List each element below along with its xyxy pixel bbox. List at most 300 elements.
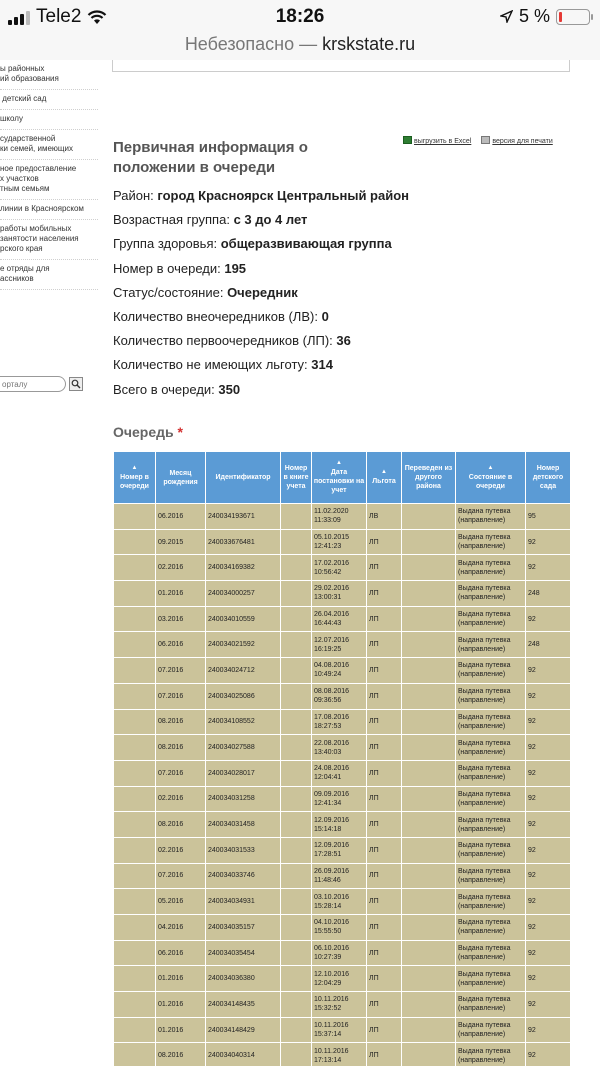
table-cell [114, 504, 156, 530]
table-cell: ЛП [367, 606, 402, 632]
table-cell [114, 658, 156, 684]
table-cell: 92 [526, 837, 571, 863]
table-cell: 92 [526, 915, 571, 941]
table-cell: 08.2016 [156, 812, 206, 838]
table-cell: ЛП [367, 889, 402, 915]
info-label: Количество первоочередников (ЛП): [113, 333, 337, 349]
table-cell: ЛП [367, 812, 402, 838]
info-line [113, 281, 409, 305]
table-cell: ЛП [367, 1017, 402, 1043]
table-row [114, 915, 571, 941]
table-cell: 92 [526, 812, 571, 838]
sidebar-item[interactable]: е отряды для ассников [0, 260, 98, 290]
table-cell: ЛП [367, 555, 402, 581]
column-header-label: Идентификатор [215, 474, 271, 481]
table-cell: 92 [526, 992, 571, 1018]
column-header [402, 452, 456, 504]
table-row [114, 581, 571, 607]
table-cell [402, 709, 456, 735]
sidebar [0, 60, 98, 420]
url-separator: — [294, 34, 323, 54]
table-header-row [114, 452, 571, 504]
info-line [113, 329, 409, 353]
table-cell: 08.2016 [156, 709, 206, 735]
sort-arrow-icon[interactable]: ▲ [487, 464, 494, 471]
table-cell: 17.08.2016 18:27:53 [312, 709, 367, 735]
status-bar [0, 0, 600, 34]
table-cell: 240034148435 [206, 992, 281, 1018]
table-row [114, 555, 571, 581]
table-row [114, 632, 571, 658]
table-cell [114, 863, 156, 889]
column-header-label: Номер в книге учета [283, 465, 309, 490]
table-cell: Выдана путевка (направление) [456, 966, 526, 992]
table-cell: 03.10.2016 15:28:14 [312, 889, 367, 915]
print-version-link[interactable] [481, 136, 552, 145]
table-cell: 04.10.2016 15:55:50 [312, 915, 367, 941]
table-cell [114, 992, 156, 1018]
excel-icon [403, 136, 412, 144]
table-cell [402, 992, 456, 1018]
table-cell [281, 529, 312, 555]
table-cell: 240034031458 [206, 812, 281, 838]
table-cell [402, 940, 456, 966]
table-cell: 92 [526, 709, 571, 735]
table-cell: 92 [526, 735, 571, 761]
table-cell: ЛП [367, 658, 402, 684]
table-cell [114, 837, 156, 863]
info-value: 314 [311, 357, 333, 373]
table-cell [114, 966, 156, 992]
table-cell [281, 966, 312, 992]
table-cell [114, 940, 156, 966]
table-row [114, 658, 571, 684]
table-cell [114, 529, 156, 555]
table-cell [114, 1043, 156, 1066]
table-row [114, 812, 571, 838]
table-cell: 12.09.2016 15:14:18 [312, 812, 367, 838]
table-cell [402, 837, 456, 863]
column-header [526, 452, 571, 504]
column-header[interactable] [367, 452, 402, 504]
table-cell [281, 760, 312, 786]
table-cell: Выдана путевка (направление) [456, 735, 526, 761]
table-cell: 17.02.2016 10:56:42 [312, 555, 367, 581]
table-cell: 09.09.2016 12:41:34 [312, 786, 367, 812]
table-cell [402, 529, 456, 555]
table-cell [281, 786, 312, 812]
table-row [114, 837, 571, 863]
column-header-label: Состояние в очереди [468, 473, 513, 490]
table-cell: 01.2016 [156, 1017, 206, 1043]
table-cell: ЛП [367, 786, 402, 812]
table-cell: 22.08.2016 13:40:03 [312, 735, 367, 761]
table-cell: 07.2016 [156, 760, 206, 786]
table-row [114, 504, 571, 530]
table-cell: 05.10.2015 12:41:23 [312, 529, 367, 555]
table-cell [114, 709, 156, 735]
table-cell: 26.04.2016 16:44:43 [312, 606, 367, 632]
table-cell: 10.11.2016 17:13:14 [312, 1043, 367, 1066]
table-row [114, 606, 571, 632]
table-cell: 11.02.2020 11:33:09 [312, 504, 367, 530]
table-cell: 92 [526, 555, 571, 581]
table-cell [281, 1017, 312, 1043]
table-cell: 12.10.2016 12:04:29 [312, 966, 367, 992]
info-line [113, 184, 409, 208]
table-cell: Выдана путевка (направление) [456, 760, 526, 786]
table-cell: Выдана путевка (направление) [456, 555, 526, 581]
table-cell: 08.2016 [156, 735, 206, 761]
table-cell: 92 [526, 940, 571, 966]
table-cell: 06.2016 [156, 940, 206, 966]
table-cell: Выдана путевка (направление) [456, 529, 526, 555]
info-line [113, 305, 409, 329]
table-cell [402, 632, 456, 658]
table-cell: 240034035157 [206, 915, 281, 941]
table-cell: ЛП [367, 760, 402, 786]
table-cell: ЛП [367, 837, 402, 863]
table-cell [281, 863, 312, 889]
table-cell: 240034024712 [206, 658, 281, 684]
table-cell: 92 [526, 658, 571, 684]
table-cell: ЛП [367, 966, 402, 992]
table-cell: Выдана путевка (направление) [456, 915, 526, 941]
table-cell [402, 658, 456, 684]
table-cell: 07.2016 [156, 683, 206, 709]
column-header [156, 452, 206, 504]
export-excel-label: выгрузить в Excel [414, 138, 472, 145]
clock: 18:26 [275, 6, 325, 27]
table-cell [402, 889, 456, 915]
table-cell [281, 1043, 312, 1066]
info-label: Количество внеочередников (ЛВ): [113, 309, 322, 325]
table-cell: ЛП [367, 915, 402, 941]
table-cell [402, 581, 456, 607]
table-cell: 240034036380 [206, 966, 281, 992]
table-cell [402, 760, 456, 786]
sidebar-item[interactable]: ы районных ий образования [0, 60, 98, 90]
table-cell: Выдана путевка (направление) [456, 837, 526, 863]
sidebar-item[interactable]: детский сад [0, 90, 98, 110]
table-cell: 240034193671 [206, 504, 281, 530]
table-cell [114, 889, 156, 915]
table-cell: Выдана путевка (направление) [456, 863, 526, 889]
table-cell [281, 683, 312, 709]
table-cell: Выдана путевка (направление) [456, 606, 526, 632]
table-cell: 29.02.2016 13:00:31 [312, 581, 367, 607]
table-cell: 240034031533 [206, 837, 281, 863]
table-cell [402, 863, 456, 889]
carrier-name: Tele2 [36, 6, 82, 27]
queue-info [113, 184, 409, 402]
table-body [114, 504, 571, 1066]
table-cell: 240034169382 [206, 555, 281, 581]
table-cell: 01.2016 [156, 581, 206, 607]
table-cell [281, 889, 312, 915]
table-cell [281, 812, 312, 838]
info-value: с 3 до 4 лет [233, 212, 308, 228]
table-cell: 240034031258 [206, 786, 281, 812]
table-cell: ЛП [367, 581, 402, 607]
page-title: Первичная информация о положении в очереди [113, 139, 308, 176]
info-label: Район: [113, 188, 158, 203]
table-cell: 248 [526, 632, 571, 658]
table-cell: 240034035454 [206, 940, 281, 966]
table-cell: Выдана путевка (направление) [456, 658, 526, 684]
location-arrow-icon [500, 10, 513, 23]
table-cell [402, 735, 456, 761]
table-cell [114, 632, 156, 658]
table-row [114, 786, 571, 812]
table-row [114, 1017, 571, 1043]
portal-search-input[interactable] [0, 376, 66, 392]
table-cell: 08.08.2016 09:36:56 [312, 683, 367, 709]
column-header-label: Месяц рождения [163, 469, 198, 486]
sidebar-item[interactable]: сударственной ки семей, имеющих [0, 130, 98, 160]
table-cell [114, 812, 156, 838]
table-cell [114, 581, 156, 607]
table-cell: Выдана путевка (направление) [456, 786, 526, 812]
table-cell [281, 940, 312, 966]
queue-heading [113, 424, 183, 440]
export-links [403, 136, 553, 145]
table-cell [114, 1017, 156, 1043]
table-cell: Выдана путевка (направление) [456, 504, 526, 530]
portal-search [0, 376, 83, 392]
table-row [114, 760, 571, 786]
table-cell: Выдана путевка (направление) [456, 992, 526, 1018]
table-cell: 240034034931 [206, 889, 281, 915]
queue-heading-text: Очередь [113, 424, 174, 440]
table-cell [281, 658, 312, 684]
table-cell [281, 915, 312, 941]
table-row [114, 863, 571, 889]
table-cell: ЛП [367, 735, 402, 761]
table-cell: Выдана путевка (направление) [456, 683, 526, 709]
table-row [114, 1043, 571, 1066]
column-header [281, 452, 312, 504]
table-cell: 12.07.2016 16:19:25 [312, 632, 367, 658]
queue-table [113, 451, 571, 1066]
table-cell: 92 [526, 683, 571, 709]
table-cell [114, 555, 156, 581]
table-cell [402, 1017, 456, 1043]
table-cell: 92 [526, 863, 571, 889]
info-value: 350 [218, 381, 241, 397]
table-cell: ЛП [367, 709, 402, 735]
table-row [114, 529, 571, 555]
table-cell: 92 [526, 606, 571, 632]
table-cell: 10.11.2016 15:32:52 [312, 992, 367, 1018]
table-cell: 07.2016 [156, 658, 206, 684]
info-line [113, 257, 409, 281]
table-cell: 10.11.2016 15:37:14 [312, 1017, 367, 1043]
info-label: Количество не имеющих льготу: [113, 357, 312, 373]
info-label: Возрастная группа: [113, 212, 234, 228]
sidebar-item[interactable]: ное предоставление х участков тным семьям [0, 160, 98, 200]
column-header-label: Дата постановки на учет [313, 469, 365, 494]
table-cell: Выдана путевка (направление) [456, 1043, 526, 1066]
table-cell: 240034000257 [206, 581, 281, 607]
table-cell: 92 [526, 529, 571, 555]
info-value: 195 [224, 260, 247, 276]
sidebar-item[interactable]: школу [0, 110, 98, 130]
table-cell: ЛП [367, 1043, 402, 1066]
table-cell: 92 [526, 966, 571, 992]
table-cell: 92 [526, 1017, 571, 1043]
table-cell: ЛП [367, 940, 402, 966]
table-cell: 240034028017 [206, 760, 281, 786]
column-header[interactable] [456, 452, 526, 504]
content-frame-top [112, 60, 570, 72]
info-line [113, 232, 409, 256]
table-cell: ЛП [367, 683, 402, 709]
status-right [500, 6, 590, 27]
table-row [114, 709, 571, 735]
table-cell [281, 632, 312, 658]
info-label: Номер в очереди: [113, 260, 225, 276]
table-cell [114, 915, 156, 941]
table-cell: 248 [526, 581, 571, 607]
info-value: город Красноярск Центральный район [157, 188, 410, 203]
info-line [113, 353, 409, 377]
table-cell: Выдана путевка (направление) [456, 709, 526, 735]
table-cell: Выдана путевка (направление) [456, 812, 526, 838]
table-cell [281, 504, 312, 530]
table-cell [114, 760, 156, 786]
table-cell [281, 837, 312, 863]
table-cell: 26.09.2016 11:48:46 [312, 863, 367, 889]
info-label: Всего в очереди: [113, 381, 219, 397]
table-cell: 240034010559 [206, 606, 281, 632]
table-cell: 02.2016 [156, 555, 206, 581]
info-value: 36 [336, 333, 351, 349]
table-cell: ЛП [367, 632, 402, 658]
table-cell [114, 606, 156, 632]
sidebar-menu [0, 60, 98, 290]
table-cell [402, 786, 456, 812]
search-icon [71, 379, 81, 389]
print-version-label: версия для печати [492, 138, 553, 145]
table-cell: 240033676481 [206, 529, 281, 555]
table-cell: 06.10.2016 10:27:39 [312, 940, 367, 966]
table-cell: 02.2016 [156, 786, 206, 812]
battery-icon [556, 9, 590, 25]
table-cell [281, 581, 312, 607]
table-cell [402, 504, 456, 530]
table-cell: 95 [526, 504, 571, 530]
table-cell: ЛП [367, 863, 402, 889]
sort-arrow-icon[interactable]: ▲ [336, 460, 342, 466]
table-cell: 240034033746 [206, 863, 281, 889]
table-cell [402, 606, 456, 632]
table-cell: 240034021592 [206, 632, 281, 658]
table-cell [402, 555, 456, 581]
domain-label: krskstate.ru [322, 34, 416, 54]
table-cell [402, 915, 456, 941]
table-cell: 12.09.2016 17:28:51 [312, 837, 367, 863]
table-cell: Выдана путевка (направление) [456, 1017, 526, 1043]
sort-arrow-icon[interactable]: ▲ [381, 469, 387, 475]
table-cell [402, 683, 456, 709]
table-cell: Выдана путевка (направление) [456, 581, 526, 607]
battery-percent: 5 % [518, 6, 550, 26]
table-cell [402, 812, 456, 838]
printer-icon [481, 136, 490, 144]
table-cell: 06.2016 [156, 632, 206, 658]
table-cell: 24.08.2016 12:04:41 [312, 760, 367, 786]
info-value: 0 [321, 309, 329, 325]
table-cell [402, 1043, 456, 1066]
table-cell: 92 [526, 1043, 571, 1066]
table-cell: ЛП [367, 992, 402, 1018]
info-line [113, 208, 409, 232]
table-cell: 240034108552 [206, 709, 281, 735]
info-value: общеразвивающая группа [220, 236, 392, 252]
table-cell: 05.2016 [156, 889, 206, 915]
table-cell: 92 [526, 786, 571, 812]
table-cell [114, 735, 156, 761]
table-cell: 04.2016 [156, 915, 206, 941]
column-header [206, 452, 281, 504]
table-cell: ЛВ [367, 504, 402, 530]
table-cell [281, 555, 312, 581]
table-row [114, 683, 571, 709]
table-cell: 09.2015 [156, 529, 206, 555]
sort-arrow-icon[interactable]: ▲ [131, 464, 138, 471]
column-header-label: Льгота [372, 478, 396, 485]
info-label: Группа здоровья: [113, 236, 221, 252]
table-cell [402, 966, 456, 992]
info-value: Очередник [227, 284, 298, 300]
table-cell: 240034040314 [206, 1043, 281, 1066]
export-excel-link[interactable] [403, 136, 471, 145]
security-label: Небезопасно [184, 34, 295, 54]
sidebar-item[interactable]: линии в Красноярском [0, 200, 98, 220]
table-cell: 240034027588 [206, 735, 281, 761]
table-cell: 240034148429 [206, 1017, 281, 1043]
table-cell: Выдана путевка (направление) [456, 940, 526, 966]
table-row [114, 940, 571, 966]
url-bar[interactable] [0, 34, 600, 60]
table-row [114, 889, 571, 915]
table-cell: Выдана путевка (направление) [456, 889, 526, 915]
table-cell [281, 992, 312, 1018]
table-cell: Выдана путевка (направление) [456, 632, 526, 658]
column-header-label: Номер детского сада [532, 465, 564, 490]
column-header-label: Номер в очереди [120, 473, 149, 490]
info-line [113, 378, 409, 402]
column-header[interactable] [312, 452, 367, 504]
column-header[interactable] [114, 452, 156, 504]
table-cell: 01.2016 [156, 966, 206, 992]
table-cell [281, 606, 312, 632]
table-cell: 07.2016 [156, 863, 206, 889]
table-cell: 240034025086 [206, 683, 281, 709]
table-cell: 06.2016 [156, 504, 206, 530]
info-label: Статус/состояние: [113, 284, 228, 300]
table-cell: 92 [526, 889, 571, 915]
table-row [114, 992, 571, 1018]
table-row [114, 966, 571, 992]
table-cell [114, 786, 156, 812]
table-cell: 02.2016 [156, 837, 206, 863]
sidebar-item[interactable]: работы мобильных занятости населения рского края [0, 220, 98, 260]
table-cell [281, 735, 312, 761]
table-cell: 92 [526, 760, 571, 786]
search-button[interactable] [69, 377, 83, 391]
